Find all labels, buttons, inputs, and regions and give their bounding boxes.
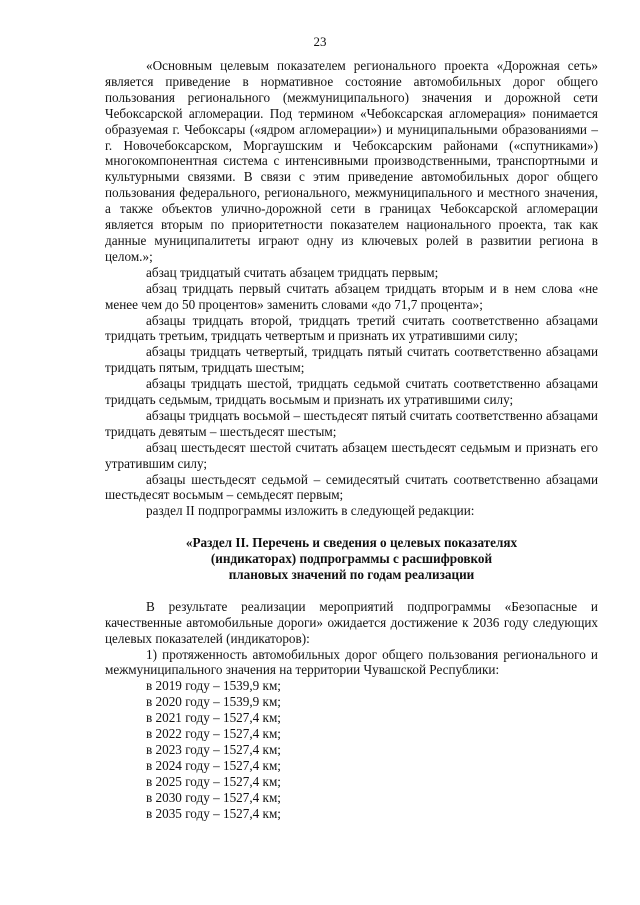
year-value-item: в 2024 году – 1527,4 км; (146, 757, 281, 773)
paragraph-amendment: абзацы шестьдесят седьмой – семидесятый считать соответственно абзацами шестьдесят восьмым – семьдесят первым; (105, 471, 598, 503)
paragraph-amendment: абзац шестьдесят шестой считать абзацем шестьдесят седьмым и признать его утратившим силу; (105, 439, 598, 471)
spacer (105, 519, 598, 535)
year-value-item: в 2030 году – 1527,4 км; (146, 789, 281, 805)
paragraph-amendment: абзацы тридцать четвертый, тридцать пятый считать соответственно абзацами тридцать пятым, тридцать шестым; (105, 344, 598, 376)
paragraph-amendment: абзацы тридцать восьмой – шестьдесят пятый считать соответственно абзацами тридцать девятым – шестьдесят шестым; (105, 407, 598, 439)
paragraph-expected-results: В результате реализации мероприятий подпрограммы «Безопасные и качественные автомобильные дороги» ожидается достижение к 2036 году следующих целевых показателей (индикаторов): (105, 598, 598, 646)
year-value-item: в 2023 году – 1527,4 км; (146, 741, 281, 757)
paragraph-quote-road-network: «Основным целевым показателем регионального проекта «Дорожная сеть» является приведение в нормативное состояние автомобильных дорог общего пользования регионального (межмуниципального) значения и дорожной сети Чебоксарской агломерации. Под термином «Чебоксарская агломерация» понимается образуемая г. Чебоксары («ядром агломерации») и муниципальными образованиями – г. Новочебоксарском, Моргаушским и Чебоксарским районами («спутниками») многокомпонентная система с интенсивными производственными, транспортными и культурными связями. В связи с этим приведение автомобильных дорог общего пользования федерального, регионального, межмуниципального и местного значения, а также объектов улично-дорожной сети в границах Чебоксарской агломерации является вторым по приоритетности показателем национального проекта, так как данные муниципалитеты играют одну из ключевых ролей в развитии региона в целом.»; (105, 58, 598, 264)
paragraph-amendment: абзацы тридцать второй, тридцать третий считать соответственно абзацами тридцать третьим, тридцать четвертым и признать их утратившими силу; (105, 312, 598, 344)
section-heading-line: (индикаторах) подпрограммы с расшифровкой (210, 551, 493, 567)
document-body (105, 58, 598, 821)
year-value-item: в 2022 году – 1527,4 км; (146, 726, 281, 742)
paragraph-amendment: абзац тридцать первый считать абзацем тридцать вторым и в нем слова «не менее чем до 50 процентов» заменить словами «до 71,7 процента»; (105, 280, 598, 312)
section-heading-line: плановых значений по годам реализации (228, 566, 475, 582)
spacer (105, 583, 598, 599)
year-value-item: в 2021 году – 1527,4 км; (146, 710, 281, 726)
paragraph-amendment: абзац тридцатый считать абзацем тридцать первым; (146, 264, 439, 280)
year-value-item: в 2020 году – 1539,9 км; (146, 694, 281, 710)
paragraph-amendment: раздел II подпрограммы изложить в следующей редакции: (146, 503, 475, 519)
year-value-item: в 2019 году – 1539,9 км; (146, 678, 281, 694)
paragraph-amendment: абзацы тридцать шестой, тридцать седьмой считать соответственно абзацами тридцать седьмым, тридцать восьмым и признать их утратившими силу; (105, 376, 598, 408)
paragraph-indicator-1: 1) протяженность автомобильных дорог общего пользования регионального и межмуниципального значения на территории Чувашской Республики: (105, 646, 598, 678)
section-heading-line: «Раздел II. Перечень и сведения о целевых показателях (185, 535, 518, 551)
year-value-item: в 2025 году – 1527,4 км; (146, 773, 281, 789)
year-value-item: в 2035 году – 1527,4 км; (146, 805, 281, 821)
page-number: 23 (313, 34, 327, 49)
